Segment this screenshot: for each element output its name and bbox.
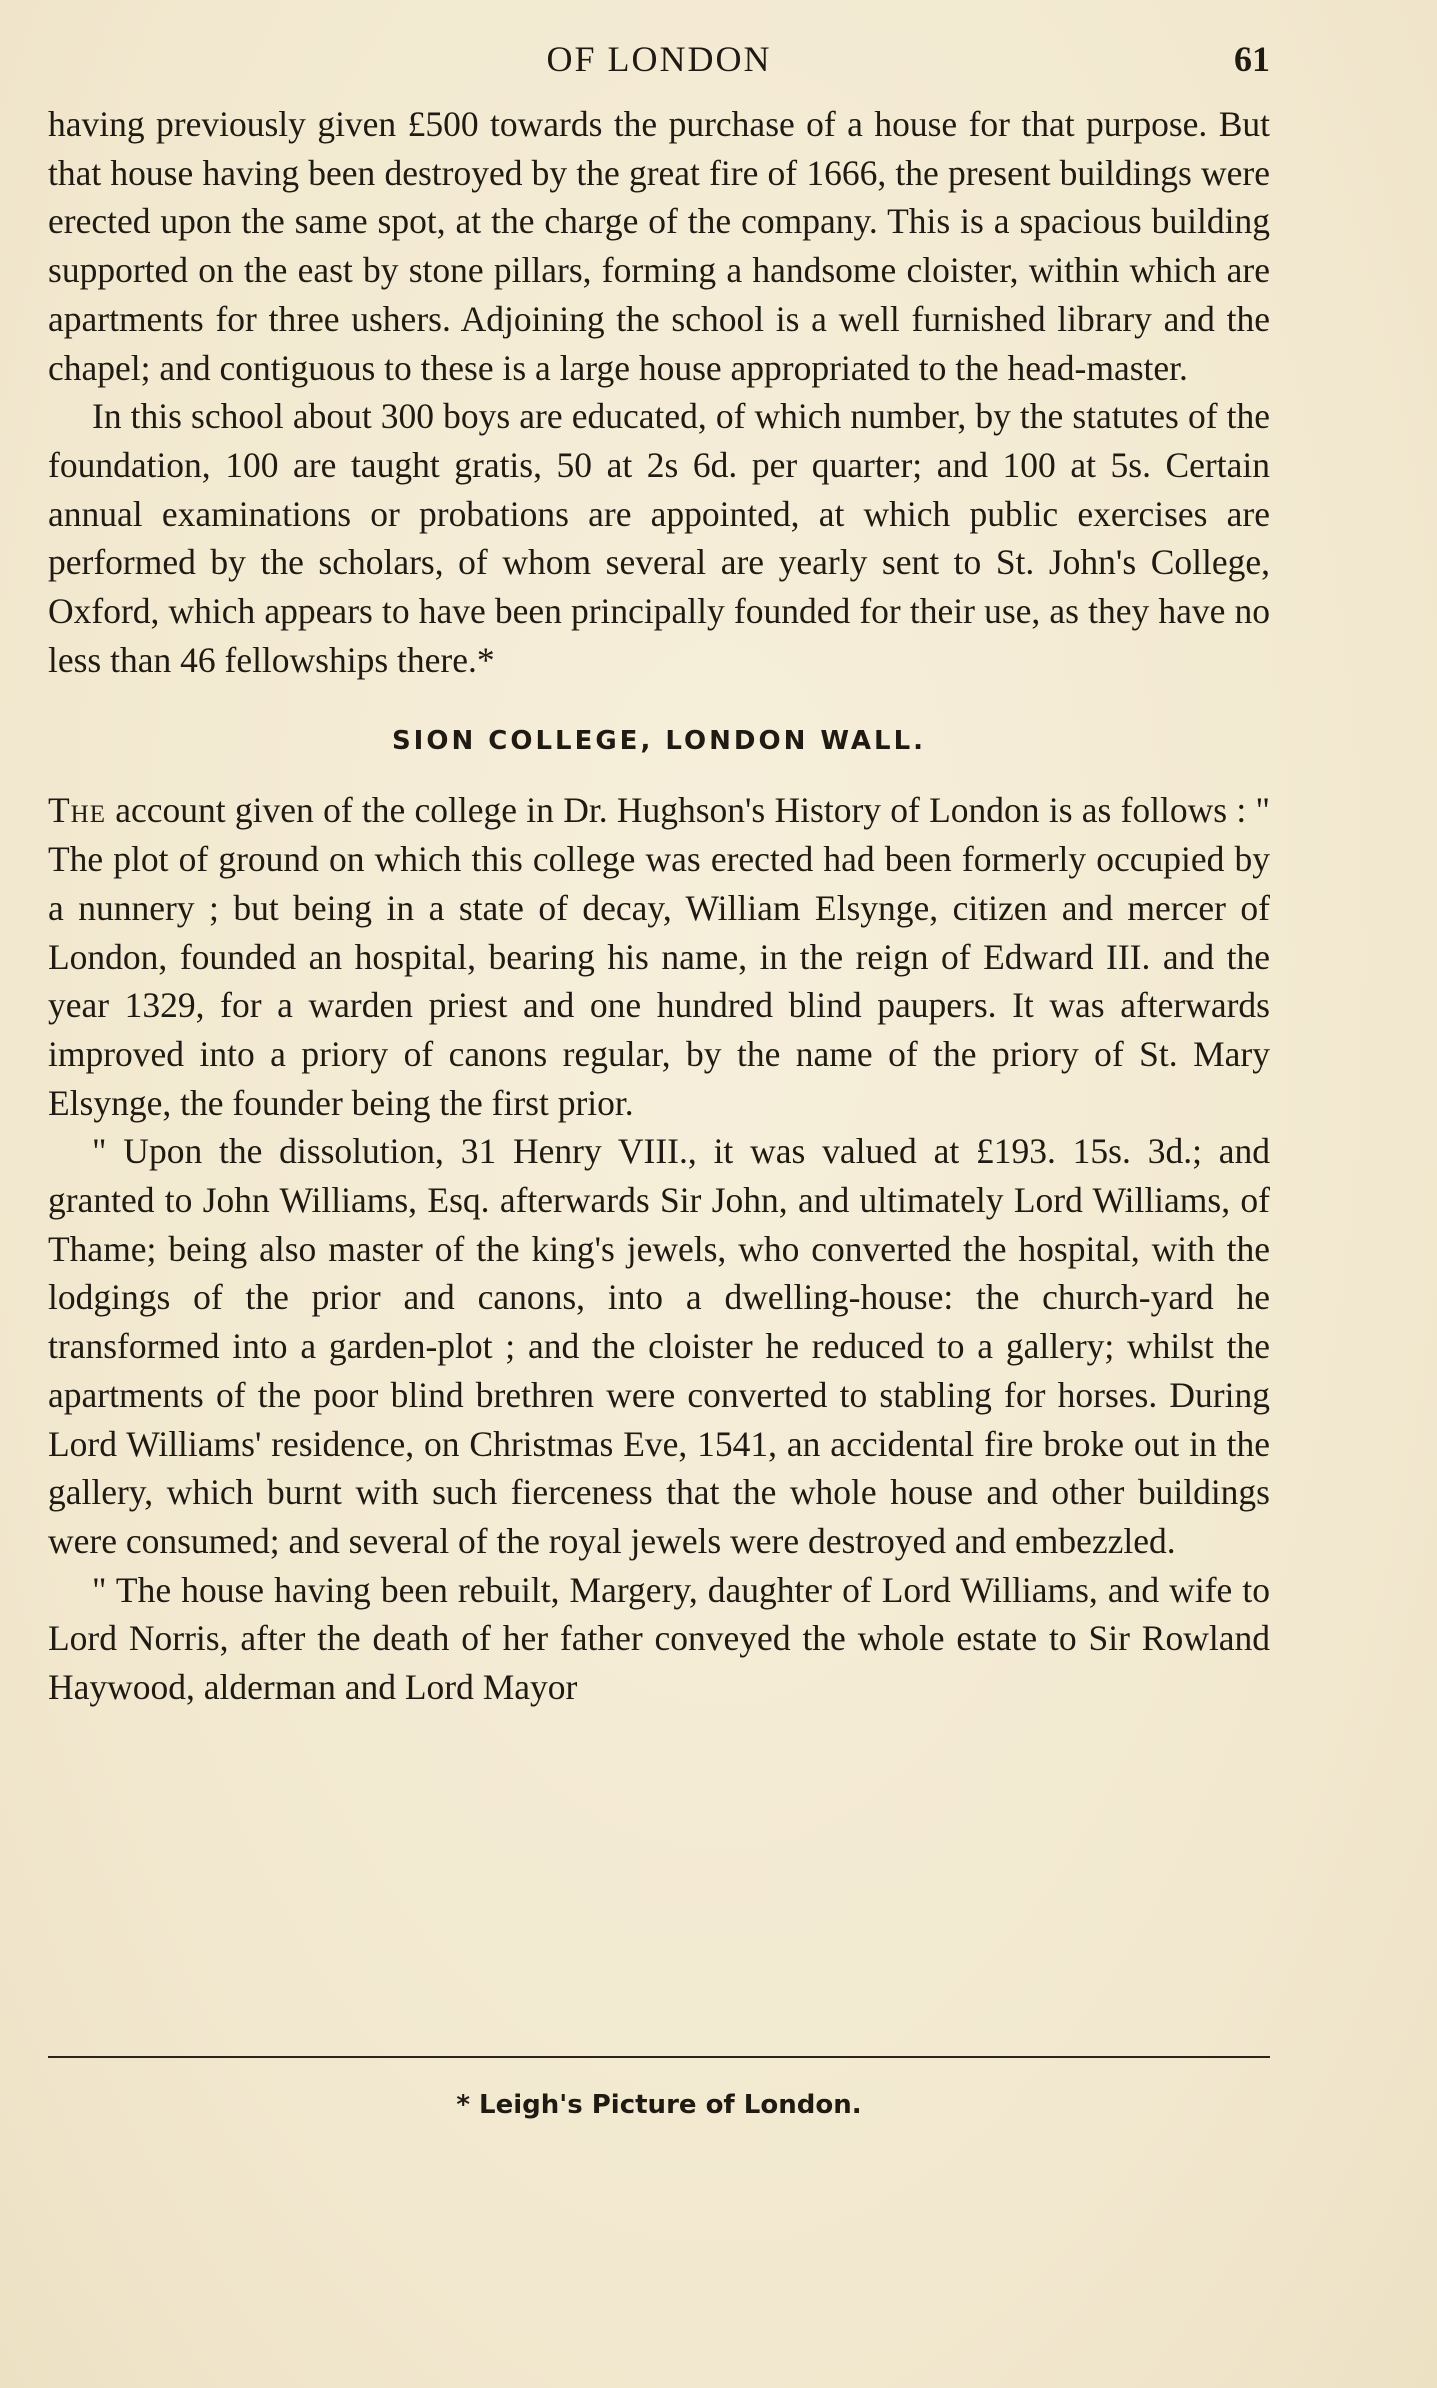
paragraph-sion-college	[48, 786, 1270, 1127]
section-heading: SION COLLEGE, LONDON WALL.	[391, 726, 927, 757]
footnote-divider	[48, 2056, 1270, 2058]
paragraph-rebuilt: " The house having been rebuilt, Margery, daughter of Lord Williams, and wife to Lord Norris, after the death of her father conveyed the whole estate to Sir Rowland Haywood, alderman and Lord Mayor	[48, 1569, 1270, 1708]
page-header	[48, 30, 1270, 90]
footnote: * Leigh's Picture of London.	[456, 2090, 862, 2120]
paragraph-continued: having previously given £500 towards the purchase of a house for that purpose. But that house having been destroyed by the great fire of 1666, the present buildings were erected upon the same spot, at the charge of the company. This is a spacious building supported on the east by stone pillars, forming a handsome cloister, within which are apartments for three ushers. Adjoining the school is a well furnished library and the chapel; and contiguous to these is a large house appropriated to the head-master.	[48, 104, 1270, 388]
paragraph-dissolution: " Upon the dissolution, 31 Henry VIII., it was valued at £193. 15s. 3d.; and granted to John Williams, Esq. afterwards Sir John, and ultimately Lord Williams, of Thame; being also master of the king's jewels, who converted the hospital, with the lodgings of the prior and canons, into a dwelling-house: the church-yard he transformed into a garden-plot ; and the cloister he reduced to a gallery; whilst the apartments of the poor blind brethren were converted to stabling for horses. During Lord Williams' residence, on Christmas Eve, 1541, an accidental fire broke out in the gallery, which burnt with such fierceness that the whole house and other buildings were consumed; and several of the royal jewels were destroyed and embezzled.	[48, 1131, 1270, 1561]
paragraph-school: In this school about 300 boys are educated, of which number, by the statutes of the foundation, 100 are taught gratis, 50 at 2s 6d. per quarter; and 100 at 5s. Certain annual examinations or probations are appointed, at which public exercises are performed by the scholars, of whom several are yearly sent to St. John's College, Oxford, which appears to have been principally founded for their use, as they have no less than 46 fellowships there.*	[48, 396, 1270, 680]
paragraph-sion-college-text: account given of the college in Dr. Hughson's History of London is as follows : " The plot of ground on which this college was erected had been formerly occupied by a nunnery ; but being in a state of decay, William Elsynge, citizen and mercer of London, founded an hospital, bearing his name, in the reign of Edward III. and the year 1329, for a warden priest and one hundred blind paupers. It was afterwards improved into a priory of canons regular, by the name of the priory of St. Mary Elsynge, the founder being the first prior.	[48, 790, 1270, 1123]
paragraph-lead-word: The	[48, 790, 107, 831]
body-text	[48, 100, 1270, 1712]
running-head: OF LONDON	[546, 39, 772, 79]
page-number: 61	[1234, 39, 1270, 79]
